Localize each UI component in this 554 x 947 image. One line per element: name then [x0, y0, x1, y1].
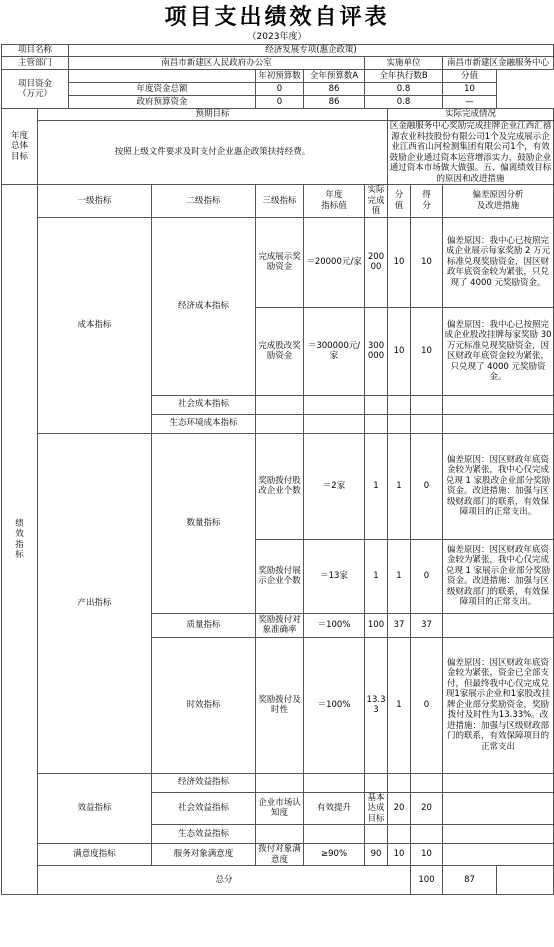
empty-cell [443, 395, 554, 414]
ind-header-l2: 二级指标 [152, 185, 256, 218]
empty-cell [365, 395, 388, 414]
row6-target: ＝100% [304, 637, 365, 773]
funds-header-4: 分值 [443, 70, 497, 83]
eco-cost-label: 生态环境成本指标 [152, 414, 256, 433]
funds-header-3: 全年执行数B [365, 70, 443, 83]
empty-cell [443, 414, 554, 433]
time-label: 时效指标 [152, 637, 256, 773]
row2-score: 10 [411, 307, 443, 395]
row3-target: ＝2家 [304, 433, 365, 539]
empty-cell [304, 825, 365, 844]
year-label: （2023年度） [247, 32, 307, 42]
funds-row-gov-v2: 86 [304, 96, 365, 109]
total-score: 87 [443, 866, 497, 895]
empty-cell [388, 773, 411, 792]
ind-header-value: 分 值 [388, 185, 411, 218]
empty-cell [388, 395, 411, 414]
project-name-label: 项目名称 [2, 45, 69, 57]
row5-target: ＝100% [304, 613, 365, 637]
row4-l3: 奖励拨付展示企业个数 [256, 539, 304, 613]
row3-actual: 1 [365, 433, 388, 539]
row7-reason [443, 792, 554, 825]
row1-reason: 偏差原因：我中心已按照完成企业展示每家奖励 2 万元标准兑现奖励资金，因区财政年底资金较为紧张，只兑现了 4000 元奖励资金。 [443, 217, 554, 307]
empty-cell [256, 395, 304, 414]
quality-label: 质量指标 [152, 613, 256, 637]
funds-blank-header [69, 70, 256, 83]
empty-cell [388, 414, 411, 433]
row6-value: 1 [388, 637, 411, 773]
row5-value: 37 [388, 613, 411, 637]
funds-row-total-label: 年度资金总额 [69, 83, 256, 96]
row2-l3: 完成股改奖励资金 [256, 307, 304, 395]
perf-label: 绩 效 指 标 [2, 185, 38, 895]
row8-target: ≥90% [304, 844, 365, 866]
service-label: 服务对象满意度 [152, 844, 256, 866]
empty-cell [256, 414, 304, 433]
actual-header: 实际完成情况 [388, 109, 554, 121]
row2-reason: 偏差原因：我中心已按照完成企业股改挂牌每家奖励 30 万元标准兑现奖励资金，因区财政年底资金较为紧张，只兑现了 4000 元奖励资金。 [443, 307, 554, 395]
ind-header-actual: 实际 完成值 [365, 185, 388, 218]
econ-benefit-label: 经济效益指标 [152, 773, 256, 792]
social-cost-label: 社会成本指标 [152, 395, 256, 414]
row1-value: 10 [388, 217, 411, 307]
empty-cell [365, 414, 388, 433]
empty-cell [411, 773, 443, 792]
row7-value: 20 [388, 792, 411, 825]
social-benefit-label: 社会效益指标 [152, 792, 256, 825]
row8-reason [443, 844, 554, 866]
row3-value: 1 [388, 433, 411, 539]
cost-label: 成本指标 [38, 217, 152, 433]
dept-value: 南昌市新建区人民政府办公室 [69, 57, 365, 70]
econ-cost-label: 经济成本指标 [152, 217, 256, 395]
funds-row-total-v3: 0.8 [365, 83, 443, 96]
row4-target: ＝13家 [304, 539, 365, 613]
row3-reason: 偏差原因：因区财政年底资金较为紧张，我中心仅完成兑现 1 家股改企业部分奖励资金。改进措施：加强与区级财政部门的联系，有效保障项目的正常支出。 [443, 433, 554, 539]
empty-cell [304, 395, 365, 414]
expected-text: 按照上级文件要求及时支付企业惠企政策扶持经费。 [38, 121, 388, 185]
funds-label: 项目资金 （万元） [2, 70, 69, 109]
row1-score: 10 [411, 217, 443, 307]
funds-row-gov-v4: — [443, 96, 497, 109]
empty-cell [365, 825, 388, 844]
ind-header-l1: 一级指标 [38, 185, 152, 218]
funds-row-gov-label: 政府预算资金 [69, 96, 256, 109]
empty-cell [304, 414, 365, 433]
row2-actual: 300000 [365, 307, 388, 395]
row4-reason: 偏差原因：因区财政年底资金较为紧张，我中心仅完成兑现 1 家展示企业部分奖励资金。改进措施：加强与区级财政部门的联系，有效保障项目的正常支出。 [443, 539, 554, 613]
satisfaction-label: 满意度指标 [38, 844, 152, 866]
row7-actual: 基本达成目标 [365, 792, 388, 825]
actual-text: 区金融服务中心奖励完成挂牌企业江西汇禧源农业科技股份有限公司1个及完成展示企业江西省山河检测集团有限公司1个，有效鼓励企业通过资本运营增添实力，鼓励企业通过资本市场做大做强。五、偏离绩效目标的原因和改进措施 [388, 121, 554, 185]
page-title: 项目支出绩效自评表 [164, 4, 390, 30]
funds-row-total-v1: 0 [256, 83, 304, 96]
empty-cell [365, 773, 388, 792]
eco-benefit-label: 生态效益指标 [152, 825, 256, 844]
row4-value: 1 [388, 539, 411, 613]
funds-header-1: 年初预算数 [256, 70, 304, 83]
row4-score: 0 [411, 539, 443, 613]
empty-cell [497, 866, 554, 895]
output-label: 产出指标 [38, 433, 152, 773]
empty-cell [304, 773, 365, 792]
row8-l3: 拨付对象满意度 [256, 844, 304, 866]
row5-l3: 奖励拨付对象准确率 [256, 613, 304, 637]
empty-cell [411, 395, 443, 414]
funds-row-gov-v1: 0 [256, 96, 304, 109]
row8-score: 10 [411, 844, 443, 866]
empty-cell [411, 825, 443, 844]
funds-row-total-v2: 86 [304, 83, 365, 96]
benefit-label: 效益指标 [38, 773, 152, 844]
row3-score: 0 [411, 433, 443, 539]
row6-reason: 偏差原因：因区财政年底资金较为紧张，资金已全部支付，但最终我中心仅完成兑现1家展示企业和1家股改挂牌企业部分奖励资金，奖励拨付及时性为13.33%。改进措施：加强与区级财政部门的联系，有效保障项目的正常支出 [443, 637, 554, 773]
row5-score: 37 [411, 613, 443, 637]
row7-target: 有效提升 [304, 792, 365, 825]
funds-header-2: 全年预算数A [304, 70, 365, 83]
empty-cell [256, 825, 304, 844]
empty-cell [443, 773, 554, 792]
empty-cell [443, 825, 554, 844]
empty-cell [411, 414, 443, 433]
empty-cell [256, 773, 304, 792]
total-value: 100 [411, 866, 443, 895]
evaluation-table [1, 44, 554, 895]
row4-actual: 1 [365, 539, 388, 613]
ind-header-target: 年度 指标值 [304, 185, 365, 218]
dept-label: 主管部门 [2, 57, 69, 70]
impl-label: 实施单位 [365, 57, 443, 70]
row1-actual: 20000 [365, 217, 388, 307]
ind-header-score: 得 分 [411, 185, 443, 218]
row1-l3: 完成展示奖励资金 [256, 217, 304, 307]
impl-value: 南昌市新建区金融服务中心 [443, 57, 554, 70]
total-label: 总分 [38, 866, 411, 895]
row1-target: ＝20000元/家 [304, 217, 365, 307]
quantity-label: 数量指标 [152, 433, 256, 613]
row6-score: 0 [411, 637, 443, 773]
row8-actual: 90 [365, 844, 388, 866]
row7-score: 20 [411, 792, 443, 825]
row2-target: ＝300000元/家 [304, 307, 365, 395]
empty-cell [388, 825, 411, 844]
row5-actual: 100 [365, 613, 388, 637]
row7-l3: 企业市场认知度 [256, 792, 304, 825]
expected-header: 预期目标 [38, 109, 388, 121]
funds-row-gov-v3: 0.8 [365, 96, 443, 109]
overall-label: 年度 总体 目标 [2, 109, 38, 185]
ind-header-l3: 三级指标 [256, 185, 304, 218]
ind-header-reason: 偏差原因分析 及改进措施 [443, 185, 554, 218]
row8-value: 10 [388, 844, 411, 866]
row6-l3: 奖励拨付及时性 [256, 637, 304, 773]
row5-reason [443, 613, 554, 637]
funds-row-total-v4: 10 [443, 83, 497, 96]
row3-l3: 奖励拨付股改企业个数 [256, 433, 304, 539]
project-name-value: 经济发展专项(惠企政策) [69, 45, 554, 57]
row2-value: 10 [388, 307, 411, 395]
row6-actual: 13.33 [365, 637, 388, 773]
